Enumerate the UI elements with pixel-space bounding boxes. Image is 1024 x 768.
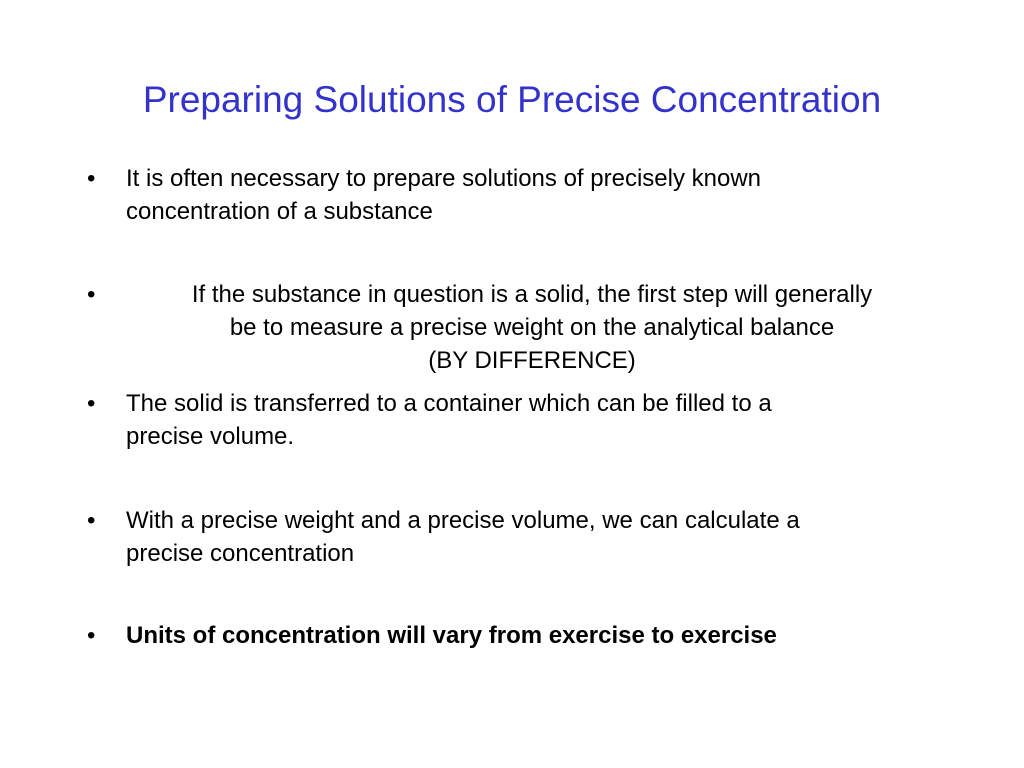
bullet-item xyxy=(87,619,947,652)
bullet-text xyxy=(87,619,947,652)
bullet-marker: • xyxy=(87,281,96,308)
bullet-item xyxy=(87,278,947,377)
bullet-item xyxy=(87,387,917,453)
bullet-line: concentration of a substance xyxy=(126,198,433,225)
bullet-line: be to measure a precise weight on the analytical balance xyxy=(229,314,835,341)
bullet-text xyxy=(87,504,947,570)
bullet-marker: • xyxy=(87,507,96,534)
bullet-item xyxy=(87,162,917,228)
bullet-line: With a precise weight and a precise volume, we can calculate a xyxy=(126,507,800,534)
bullet-marker: • xyxy=(87,165,96,192)
bullet-text xyxy=(87,387,917,453)
bullet-line: If the substance in question is a solid, the first step will generally xyxy=(191,281,873,308)
bullet-line: precise concentration xyxy=(126,540,355,567)
bullet-line: The solid is transferred to a container which can be filled to a xyxy=(126,390,772,417)
bullet-marker: • xyxy=(87,622,96,649)
slide-title: Preparing Solutions of Precise Concentration xyxy=(142,79,882,120)
bullet-marker: • xyxy=(87,390,96,417)
bullet-item xyxy=(87,504,947,570)
bullet-text xyxy=(87,278,947,377)
bullet-line: (BY DIFFERENCE) xyxy=(428,347,636,374)
bullet-line: precise volume. xyxy=(126,423,295,450)
bullet-text xyxy=(87,162,917,228)
bullet-line: Units of concentration will vary from exercise to exercise xyxy=(126,622,777,649)
bullet-line: It is often necessary to prepare solutions of precisely known xyxy=(126,165,761,192)
